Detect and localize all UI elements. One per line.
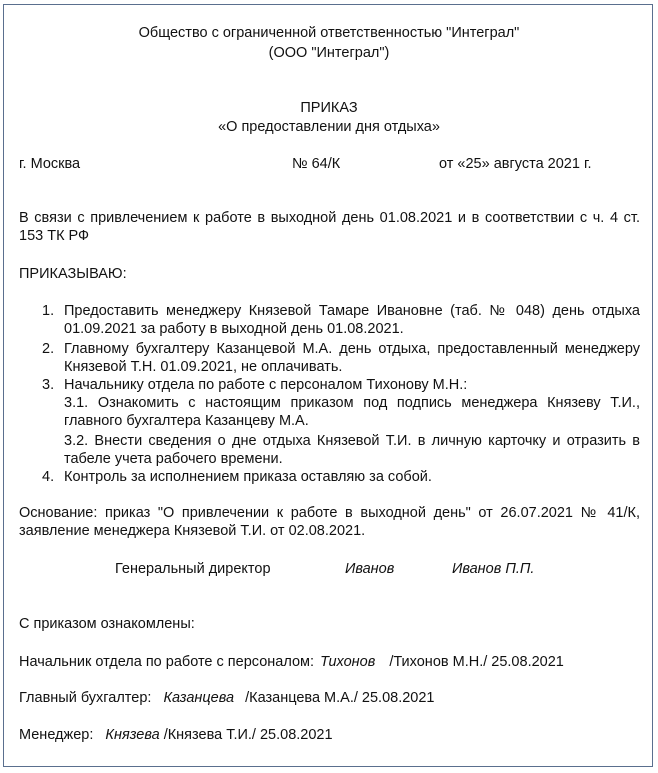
org-full-name: Общество с ограниченной ответственностью "Интеграл": [138, 25, 520, 41]
signature-name: Иванов П.П.: [452, 561, 535, 577]
signature-position: Генеральный директор: [115, 561, 271, 577]
item-number: 1.: [42, 303, 55, 319]
acquaint-name: /Тихонов М.Н./ 25.08.2021: [389, 654, 564, 670]
acquaint-row: [19, 726, 333, 744]
order-word: ПРИКАЗЫВАЮ:: [19, 266, 127, 282]
acquaint-name: /Князева Т.И./ 25.08.2021: [163, 727, 333, 743]
acquaint-role: Главный бухгалтер:: [19, 690, 152, 706]
acquaint-row: [19, 689, 434, 707]
acquaint-name: /Казанцева М.А./ 25.08.2021: [245, 690, 435, 706]
item-text: Предоставить менеджеру Князевой Тамаре Ивановне (таб. № 048) день отдыха 01.09.2021 за работу в выходной день 01.08.2021.: [64, 303, 640, 337]
acquaint-sign: Казанцева: [163, 690, 235, 706]
acquaint-role: Менеджер:: [19, 727, 94, 743]
acquaint-heading: С приказом ознакомлены:: [19, 616, 195, 632]
item-text: Контроль за исполнением приказа оставляю за собой.: [64, 469, 432, 485]
sub-item-3-1: 3.1. Ознакомить с настоящим приказом под подпись менеджера Князеву Т.И., главного бухгалтера Казанцеву М.А.: [64, 395, 640, 429]
document-subject: «О предоставлении дня отдыха»: [218, 119, 440, 135]
order-date: от «25» августа 2021 г.: [439, 156, 592, 172]
sub-item-3-2: 3.2. Внести сведения о дне отдыха Князевой Т.И. в личную карточку и отразить в табеле учета рабочего времени.: [64, 433, 640, 467]
city: г. Москва: [19, 156, 81, 172]
order-number: № 64/К: [292, 156, 341, 172]
signature-handwritten: Иванов: [345, 561, 395, 577]
acquaint-role: Начальник отдела по работе с персоналом:: [19, 654, 315, 670]
item-text: Начальнику отдела по работе с персоналом Тихонову М.Н.:: [64, 377, 468, 393]
acquaint-row: [19, 653, 564, 671]
org-short-name: (ООО "Интеграл"): [268, 45, 390, 61]
preamble: В связи с привлечением к работе в выходной день 01.08.2021 и в соответствии с ч. 4 ст. 153 ТК РФ: [19, 210, 640, 244]
acquaint-sign: Тихонов: [320, 654, 376, 670]
document-type: ПРИКАЗ: [300, 100, 358, 116]
acquaint-sign: Князева: [105, 727, 160, 743]
item-number: 3.: [42, 377, 55, 393]
item-number: 2.: [42, 341, 55, 357]
item-number: 4.: [42, 469, 55, 485]
item-text: Главному бухгалтеру Казанцевой М.А. день отдыха, предоставленный менеджеру Князевой Т.Н. 01.09.2021, не оплачивать.: [64, 341, 640, 375]
basis: Основание: приказ "О привлечении к работе в выходной день" от 26.07.2021 № 41/К, заявление менеджера Князевой Т.И. от 02.08.2021.: [19, 505, 640, 539]
